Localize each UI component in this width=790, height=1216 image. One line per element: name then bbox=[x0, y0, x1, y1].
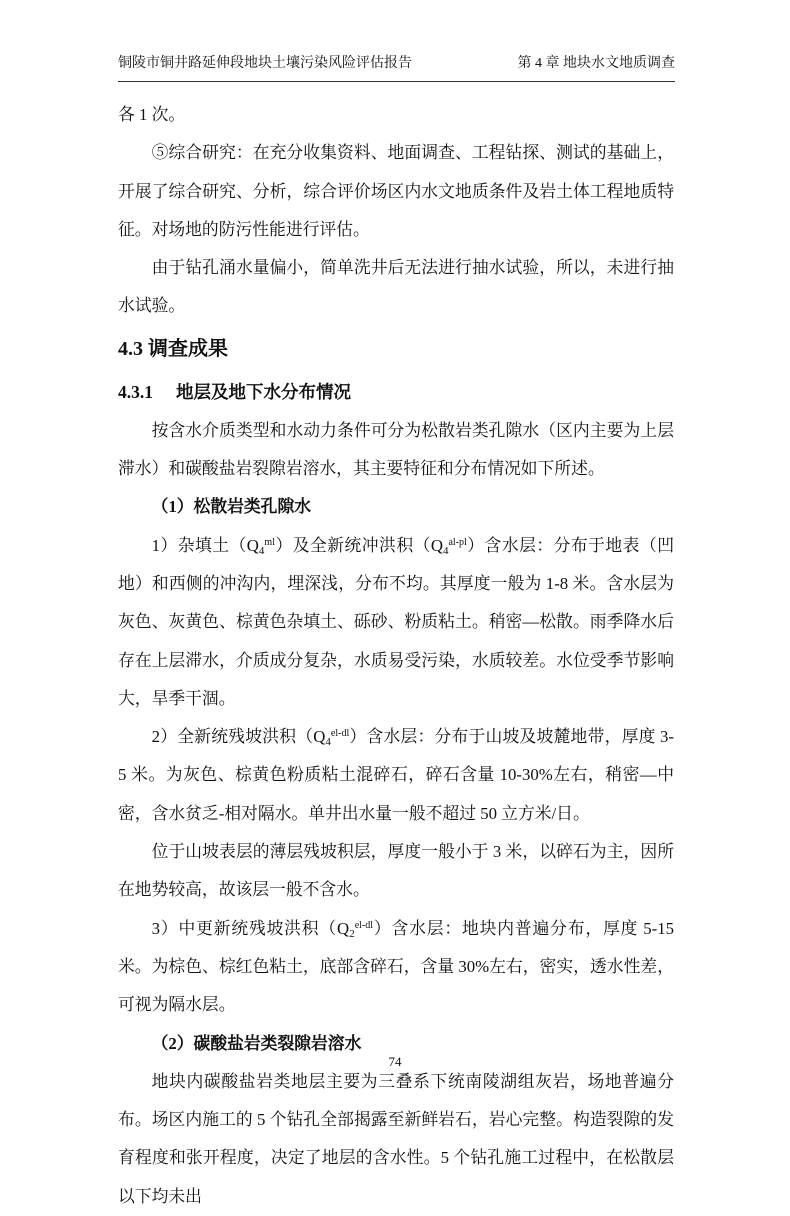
section-heading: 4.3 调查成果 bbox=[118, 337, 228, 360]
subscript: 4 bbox=[325, 736, 331, 749]
subsection-number: 4.3.1 bbox=[118, 381, 153, 402]
document-body bbox=[118, 96, 674, 1216]
text: 3）中更新统残坡洪积（Q bbox=[151, 918, 350, 938]
subscript: 4 bbox=[442, 544, 449, 557]
text: ）含水层：地块内普遍分布，厚度 5-15 米。为棕色、棕红色粘土，底部含碎石，含量 30%左右，密实，透水性差，可视为隔水层。 bbox=[118, 918, 674, 1015]
paragraph: 由于钻孔涌水量偏小，简单洗井后无法进行抽水试验，所以，未进行抽水试验。 bbox=[118, 258, 674, 316]
superscript: al-pl bbox=[448, 536, 467, 548]
subheading: （1）松散岩类孔隙水 bbox=[151, 497, 312, 517]
subsection-heading bbox=[118, 372, 674, 412]
text: ）含水层：分布于地表（凹地）和西侧的冲沟内，埋深浅，分布不均。其厚度一般为 1-8 米。含水层为灰色、灰黄色、棕黄色杂填土、砾砂、粉质粘土。稍密—松散。雨季降水后存在上层滞水，介质成分复杂，水质易受污染，水质较差。水位受季节影响大，旱季干涸。 bbox=[118, 535, 674, 708]
paragraph bbox=[118, 527, 674, 718]
paragraph: ⑤综合研究：在充分收集资料、地面调查、工程钻探、测试的基础上，开展了综合研究、分析，综合评价场区内水文地质条件及岩土体工程地质特征。对场地的防污性能进行评估。 bbox=[118, 143, 674, 239]
page-number: 74 bbox=[388, 1054, 402, 1069]
subheading: （2）碳酸盐岩类裂隙岩溶水 bbox=[151, 1033, 362, 1053]
text: ）及全新统冲洪积（Q bbox=[274, 535, 443, 555]
superscript: el-dl bbox=[330, 728, 350, 740]
paragraph: 各 1 次。 bbox=[118, 105, 186, 124]
superscript: ml bbox=[264, 536, 275, 548]
paragraph bbox=[118, 718, 674, 833]
text: ）含水层：分布于山坡及坡麓地带，厚度 3-5 米。为灰色、棕黄色粉质粘土混碎石，碎石含量 10-30%左右，稍密—中密，含水贫乏-相对隔水。单井出水量一般不超过 50 立方米/日。 bbox=[118, 727, 674, 823]
subscript: 4 bbox=[258, 544, 265, 557]
subsection-title: 地层及地下水分布情况 bbox=[176, 381, 351, 402]
chapter-title: 第 4 章 地块水文地质调查 bbox=[517, 56, 675, 71]
paragraph bbox=[118, 910, 674, 1025]
text: 1）杂填土（Q bbox=[151, 535, 259, 555]
paragraph: 位于山坡表层的薄层残坡积层，厚度一般小于 3 米，以碎石为主，因所在地势较高，故该层一般不含水。 bbox=[118, 842, 674, 900]
page-header bbox=[118, 52, 675, 82]
superscript: el-dl bbox=[354, 919, 374, 931]
text: 2）全新统残坡洪积（Q bbox=[151, 727, 326, 747]
paragraph: 按含水介质类型和水动力条件可分为松散岩类孔隙水（区内主要为上层滞水）和碳酸盐岩裂隙岩溶水，其主要特征和分布情况如下所述。 bbox=[118, 420, 674, 479]
subscript: 2 bbox=[349, 927, 355, 940]
report-title: 铜陵市铜井路延伸段地块土壤污染风险评估报告 bbox=[118, 56, 412, 71]
paragraph: 地块内碳酸盐岩类地层主要为三叠系下统南陵湖组灰岩，场地普遍分布。场区内施工的 5 个钻孔全部揭露至新鲜岩石，岩心完整。构造裂隙的发育程度和张开程度，决定了地层的含水性。5 个钻孔施工过程中，在松散层以下均未出 bbox=[118, 1071, 674, 1206]
